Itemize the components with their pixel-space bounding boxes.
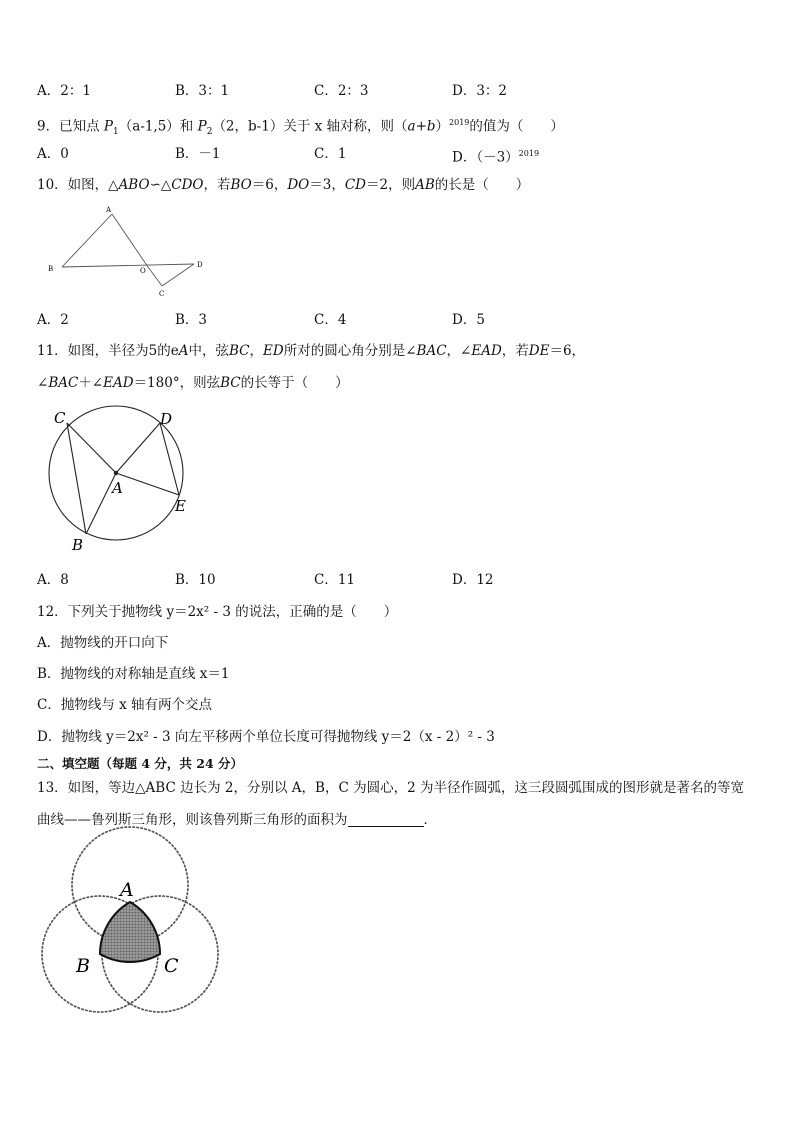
q12-option-b: B．抛物线的对称轴是直线 x＝1 [37, 666, 230, 682]
q11-label-e: E [175, 497, 186, 515]
q10-option-c: C．4 [314, 312, 347, 328]
q10-label-o: O [140, 267, 146, 275]
q11-label-c: C [54, 409, 66, 427]
q11-option-a: A．8 [37, 572, 69, 588]
q10-segment-ao [112, 214, 148, 267]
q10-label-a: A [106, 206, 112, 214]
q11-option-b: B．10 [175, 572, 216, 588]
q8-option-a: A．2：1 [37, 83, 91, 99]
q10-label-c: C [159, 290, 165, 298]
q9-option-b: B．－1 [175, 146, 221, 162]
q13-stem-line1: 13．如图，等边△ABC 边长为 2，分别以 A，B，C 为圆心，2 为半径作圆弧，这三段圆弧围成的图形就是著名的等宽 [37, 780, 744, 796]
q11-stem-line1: 11．如图，半径为5的eA中，弦BC，ED所对的圆心角分别是∠BAC，∠EAD，若DE＝6， [37, 343, 586, 359]
q10-option-a: A．2 [37, 312, 69, 328]
q11-option-d: D．12 [452, 572, 494, 588]
q13-reuleaux-triangle [100, 902, 160, 962]
q10-figure [40, 200, 220, 300]
q13-answer-blank[interactable] [348, 812, 424, 827]
q8-option-c: C．2：3 [314, 83, 369, 99]
q9-option-d: D．$(-3)^{2019}$ [452, 149, 540, 166]
q9-option-c: C．1 [314, 146, 347, 162]
q10-segment-ab [62, 214, 112, 267]
q10-label-b: B [48, 265, 54, 273]
q11-option-c: C．11 [314, 572, 356, 588]
q12-option-a: A．抛物线的开口向下 [37, 635, 169, 651]
q13-label-a: A [120, 879, 134, 901]
q10-segment-oc [148, 267, 162, 286]
q10-option-d: D．5 [452, 312, 485, 328]
q13-label-b: B [76, 955, 90, 977]
section-title-fill-in: 二、填空题（每题 4 分，共 24 分） [37, 756, 244, 771]
q13-stem-line2: 曲线——鲁列斯三角形，则该鲁列斯三角形的面积为 ． [37, 812, 437, 828]
q10-segment-bd [62, 264, 194, 267]
q12-option-c: C．抛物线与 x 轴有两个交点 [37, 697, 213, 713]
q10-label-d: D [197, 261, 203, 269]
q11-segment-ae [116, 473, 179, 495]
q11-figure [40, 404, 200, 554]
q11-label-d: D [160, 410, 173, 428]
q13-figure [38, 842, 228, 1014]
q11-label-b: B [72, 536, 84, 554]
q13-label-c: C [164, 955, 179, 977]
q10-stem: 10．如图，△ABO∽△CDO，若BO＝6，DO＝3，CD＝2，则AB的长是（ ） [37, 177, 530, 193]
q12-stem: 12．下列关于抛物线 y＝2x² - 3 的说法，正确的是（ ） [37, 604, 398, 620]
q9-stem: 9．已知点 $P_1(a-1,5)$和 $P_2(2$，b-1）关于 x 轴对称，则$(a+b)^{2019}$的值为（ ） [37, 118, 564, 138]
q11-label-a: A [112, 479, 123, 497]
q11-segment-ad [116, 423, 160, 473]
q10-segment-cd [162, 264, 194, 286]
q11-stem-line2: ∠BAC＋∠EAD＝180°，则弦BC的长等于（ ） [37, 375, 349, 391]
q11-segment-de [160, 423, 179, 495]
q9-option-a: A．0 [37, 146, 69, 162]
q8-option-b: B．3：1 [175, 83, 230, 99]
q11-center-dot [114, 471, 118, 475]
q10-option-b: B．3 [175, 312, 208, 328]
q8-option-d: D．3：2 [452, 83, 508, 99]
q12-option-d: D．抛物线 y＝2x² - 3 向左平移两个单位长度可得抛物线 y＝2（x - 2）² - 3 [37, 729, 495, 745]
